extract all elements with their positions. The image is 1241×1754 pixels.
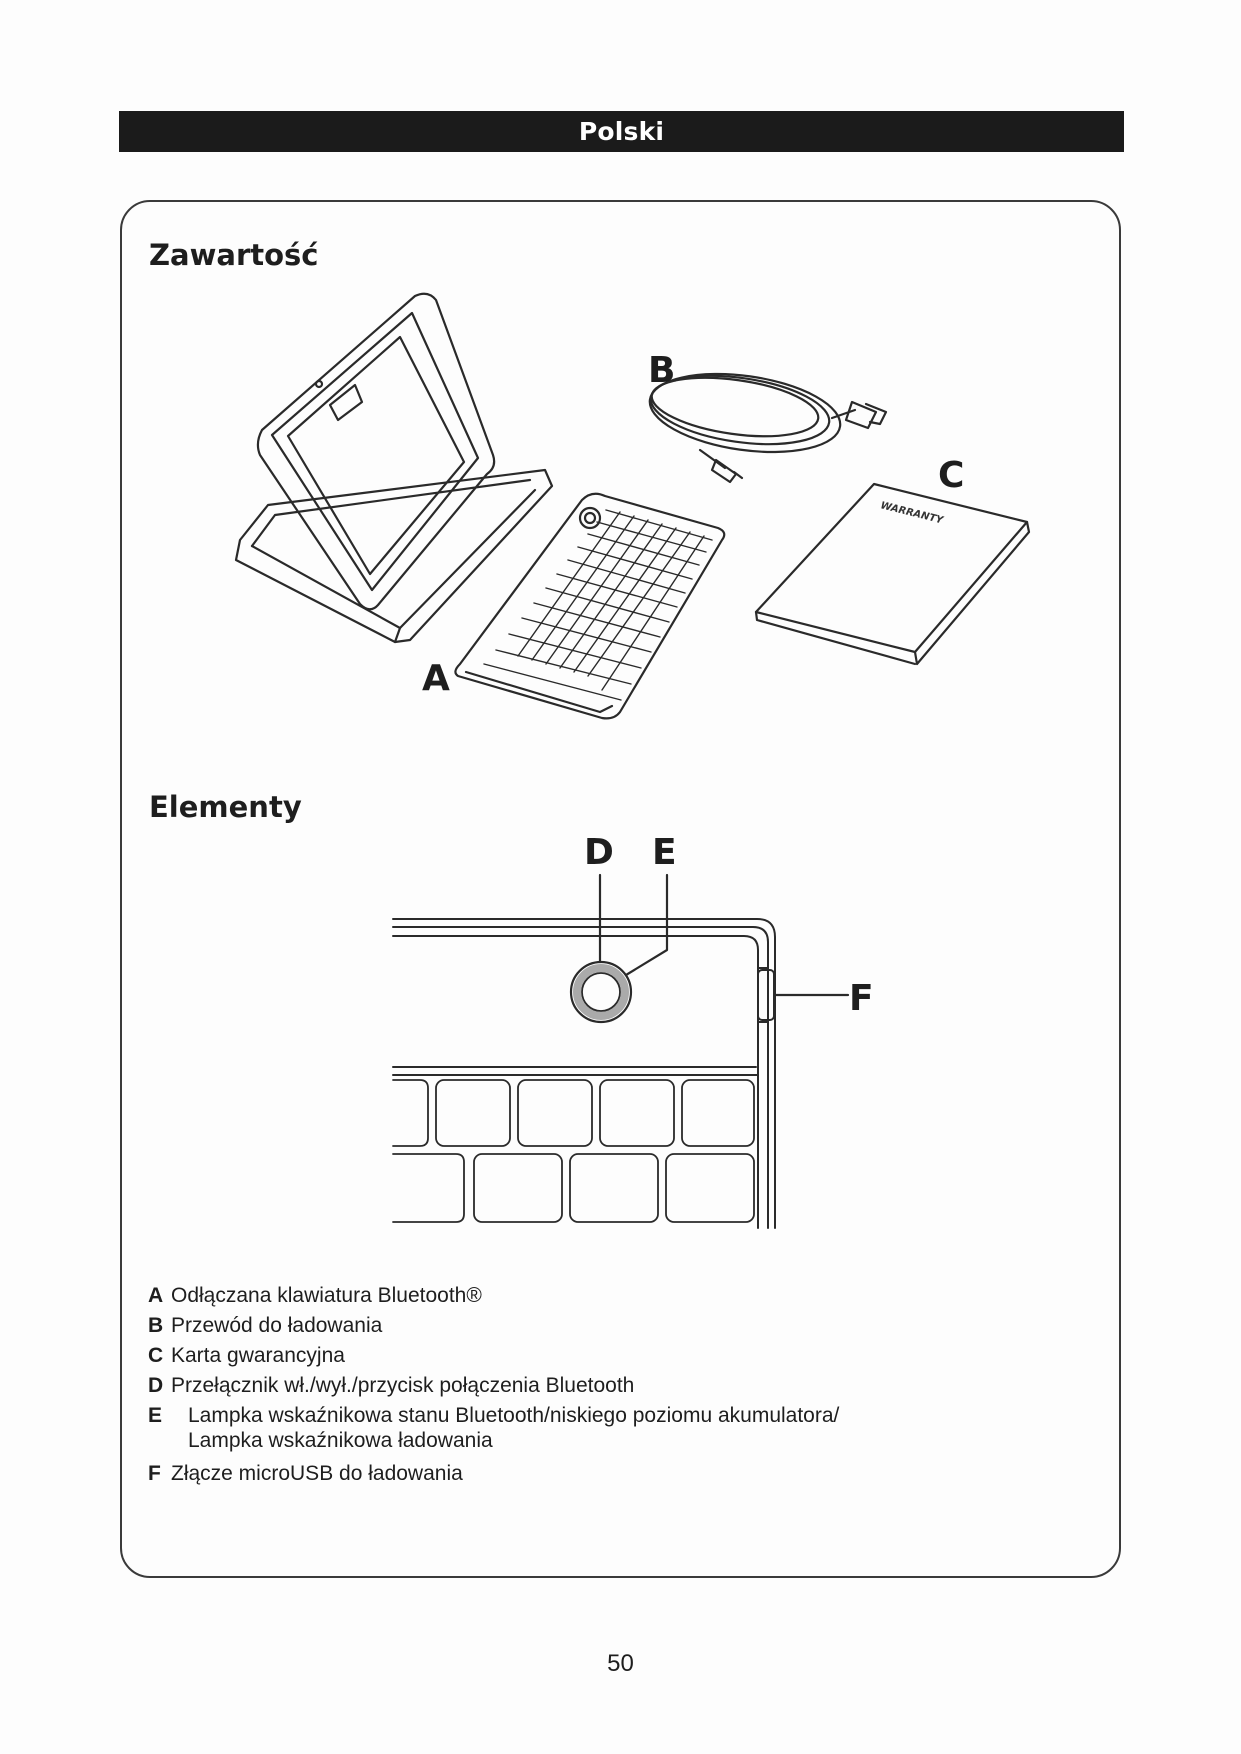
keyboard-keys-closeup bbox=[393, 1080, 754, 1222]
callout-f: F bbox=[849, 978, 874, 1019]
legend-letter: F bbox=[148, 1462, 161, 1485]
legend-text-line: Lampka wskaźnikowa stanu Bluetooth/niskiego poziomu akumulatora/ bbox=[188, 1404, 840, 1427]
power-button-illustration bbox=[571, 962, 631, 1022]
legend-letter: A bbox=[148, 1284, 164, 1307]
callout-a: A bbox=[422, 658, 450, 699]
callout-b: B bbox=[648, 350, 676, 391]
legend-item bbox=[148, 1403, 1048, 1453]
legend-text: Przełącznik wł./wył./przycisk połączenia Bluetooth bbox=[171, 1374, 635, 1397]
legend-item bbox=[148, 1341, 1048, 1371]
callout-c: C bbox=[938, 455, 965, 496]
legend-text: Karta gwarancyjna bbox=[171, 1344, 345, 1367]
keyboard-corner-illustration bbox=[393, 919, 775, 1228]
legend-item bbox=[148, 1281, 1048, 1311]
contents-heading: Zawartość bbox=[149, 238, 319, 272]
legend-letter: D bbox=[148, 1374, 164, 1397]
parts-legend bbox=[148, 1281, 1048, 1489]
callout-d: D bbox=[584, 832, 614, 873]
legend-text-line: Lampka wskaźnikowa ładowania bbox=[188, 1429, 493, 1452]
legend-letter: C bbox=[148, 1344, 164, 1367]
warranty-card-text: WARRANTY bbox=[879, 500, 945, 527]
legend-item bbox=[148, 1459, 1048, 1489]
elements-heading: Elementy bbox=[149, 790, 302, 824]
page-number: 50 bbox=[607, 1650, 634, 1677]
legend-letter: B bbox=[148, 1314, 164, 1337]
legend-text: Złącze microUSB do ładowania bbox=[171, 1462, 463, 1485]
legend-item bbox=[148, 1311, 1048, 1341]
legend-item bbox=[148, 1371, 1048, 1401]
legend-text: Odłączana klawiatura Bluetooth® bbox=[171, 1284, 482, 1307]
legend-text: Przewód do ładowania bbox=[171, 1314, 383, 1337]
language-banner: Polski bbox=[119, 111, 1124, 152]
callout-e: E bbox=[652, 832, 677, 873]
legend-letter: E bbox=[148, 1404, 163, 1427]
